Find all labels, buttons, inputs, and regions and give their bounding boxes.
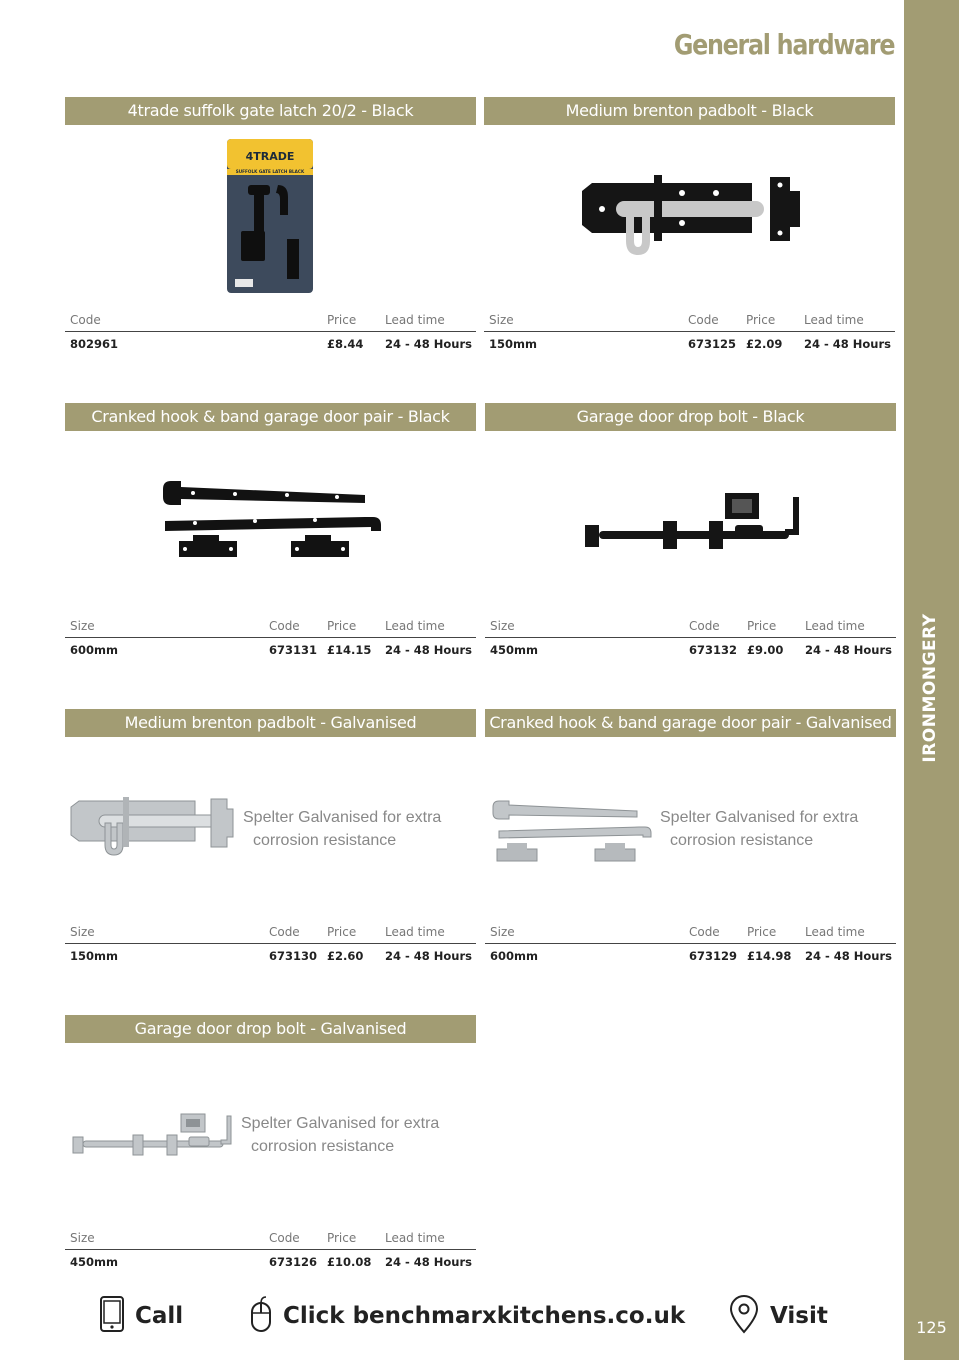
package-brand: 4TRADE	[245, 150, 295, 163]
cell-size: 450mm	[490, 643, 538, 657]
product-title: Garage door drop bolt - Black	[485, 403, 896, 431]
col-header-code: Code	[683, 309, 741, 332]
cell-code: 673132	[688, 643, 737, 657]
product-image	[485, 437, 896, 607]
col-header-code: Code	[264, 615, 322, 638]
product-card	[65, 1015, 476, 1285]
product-spec-note	[241, 1112, 439, 1158]
cell-price: £10.08	[326, 1255, 372, 1269]
cell-lead-time: 24 - 48 Hours	[804, 949, 892, 963]
col-header-lead-time: Lead time	[800, 921, 896, 944]
footer-call[interactable]	[99, 1294, 183, 1338]
product-title: Medium brenton padbolt - Galvanised	[65, 709, 476, 737]
cell-price: £8.44	[326, 337, 364, 351]
col-header-price: Price	[322, 309, 380, 332]
col-header-price: Price	[742, 921, 800, 944]
cell-size: 600mm	[70, 643, 118, 657]
col-header-lead-time: Lead time	[380, 309, 476, 332]
product-image	[65, 437, 476, 607]
col-header-size: Size	[485, 921, 684, 944]
col-header-size: Size	[65, 1227, 264, 1250]
product-card	[65, 97, 476, 367]
cell-size: 600mm	[490, 949, 538, 963]
col-header-code: Code	[65, 309, 322, 332]
col-header-price: Price	[322, 1227, 380, 1250]
footer-website-link[interactable]	[249, 1294, 685, 1338]
col-header-code: Code	[684, 615, 742, 638]
col-header-lead-time: Lead time	[800, 615, 896, 638]
col-header-price: Price	[741, 309, 799, 332]
product-spec-note	[243, 806, 441, 852]
spec-line: corrosion resistance	[253, 832, 397, 849]
product-card	[485, 403, 896, 673]
cell-price: £14.15	[326, 643, 372, 657]
product-spec-table	[484, 309, 895, 355]
col-header-lead-time: Lead time	[380, 615, 476, 638]
cell-code: 673131	[268, 643, 317, 657]
product-spec-table	[65, 615, 476, 661]
col-header-price: Price	[322, 921, 380, 944]
col-header-price: Price	[742, 615, 800, 638]
cell-code: 673126	[268, 1255, 317, 1269]
page-number: 125	[916, 1318, 947, 1337]
spec-line: corrosion resistance	[670, 832, 814, 849]
col-header-price: Price	[322, 615, 380, 638]
product-spec-table	[485, 615, 896, 661]
spec-line: Spelter Galvanised for extra	[660, 809, 859, 826]
product-image	[484, 131, 895, 301]
page-title: General hardware	[673, 28, 894, 61]
col-header-code: Code	[264, 921, 322, 944]
cell-size: 150mm	[70, 949, 118, 963]
col-header-lead-time: Lead time	[799, 309, 895, 332]
product-spec-table	[65, 309, 476, 355]
cell-price: £14.98	[746, 949, 792, 963]
cell-lead-time: 24 - 48 Hours	[384, 337, 472, 351]
cell-lead-time: 24 - 48 Hours	[384, 949, 472, 963]
spec-line: Spelter Galvanised for extra	[241, 1115, 440, 1132]
product-title: Cranked hook & band garage door pair - Black	[65, 403, 476, 431]
col-header-size: Size	[485, 615, 684, 638]
product-spec-note	[660, 806, 858, 852]
col-header-code: Code	[684, 921, 742, 944]
product-image	[65, 131, 476, 301]
product-spec-table	[65, 921, 476, 967]
footer-visit[interactable]	[728, 1294, 828, 1338]
product-card	[485, 709, 896, 979]
col-header-size: Size	[65, 921, 264, 944]
cell-code: 673125	[687, 337, 736, 351]
product-title: Garage door drop bolt - Galvanised	[65, 1015, 476, 1043]
col-header-lead-time: Lead time	[380, 1227, 476, 1250]
click-label: Click benchmarxkitchens.co.uk	[283, 1303, 686, 1329]
location-pin-icon	[728, 1294, 760, 1339]
cell-size: 450mm	[70, 1255, 118, 1269]
cell-lead-time: 24 - 48 Hours	[804, 643, 892, 657]
product-card	[65, 403, 476, 673]
product-spec-table	[65, 1227, 476, 1273]
col-header-lead-time: Lead time	[380, 921, 476, 944]
cell-code: 802961	[70, 337, 119, 351]
product-card	[65, 709, 476, 979]
cell-size: 150mm	[489, 337, 537, 351]
mouse-icon	[249, 1295, 273, 1338]
cell-price: £9.00	[746, 643, 784, 657]
cell-price: £2.60	[326, 949, 364, 963]
product-title: Cranked hook & band garage door pair - Galvanised	[485, 709, 896, 737]
col-header-size: Size	[484, 309, 683, 332]
product-title: 4trade suffolk gate latch 20/2 - Black	[65, 97, 476, 125]
cell-lead-time: 24 - 48 Hours	[384, 643, 472, 657]
call-label: Call	[135, 1303, 184, 1329]
visit-label: Visit	[770, 1303, 828, 1329]
cell-code: 673130	[268, 949, 317, 963]
section-label: IRONMONGERY	[920, 613, 940, 763]
product-spec-table	[485, 921, 896, 967]
cell-price: £2.09	[745, 337, 783, 351]
product-card	[484, 97, 895, 367]
spec-line: Spelter Galvanised for extra	[243, 809, 442, 826]
product-title: Medium brenton padbolt - Black	[484, 97, 895, 125]
cell-lead-time: 24 - 48 Hours	[803, 337, 891, 351]
package-label: SUFFOLK GATE LATCH BLACK	[235, 169, 305, 174]
col-header-size: Size	[65, 615, 264, 638]
cell-code: 673129	[688, 949, 737, 963]
phone-icon	[99, 1295, 125, 1338]
spec-line: corrosion resistance	[251, 1138, 395, 1155]
col-header-code: Code	[264, 1227, 322, 1250]
cell-lead-time: 24 - 48 Hours	[384, 1255, 472, 1269]
